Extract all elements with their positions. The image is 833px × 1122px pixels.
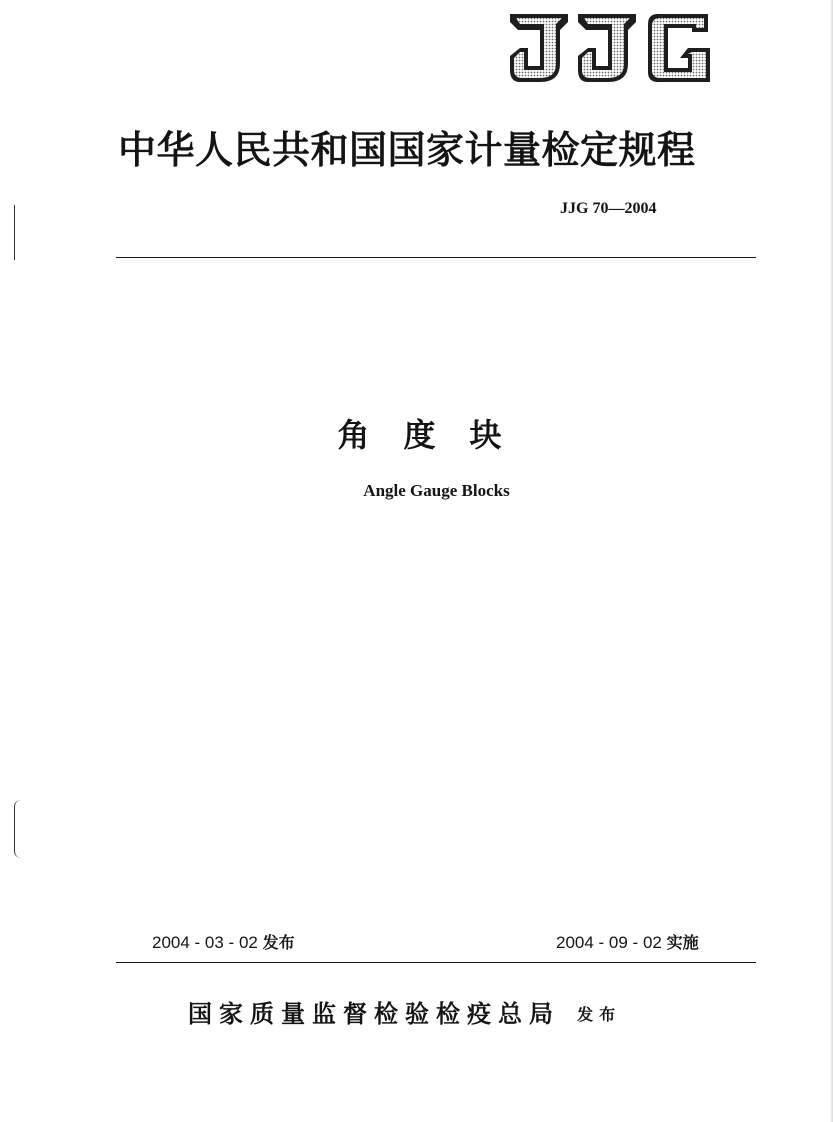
binding-mark-bottom: [14, 800, 21, 858]
implementation-date-label: 实施: [666, 933, 699, 952]
issue-date-label: 发布: [262, 933, 295, 952]
publisher-verb: 发布: [577, 1005, 622, 1024]
logo-letter-j1: [510, 14, 568, 82]
jjg-logo: [506, 8, 714, 88]
logo-letter-g: [648, 14, 710, 82]
document-title-english: Angle Gauge Blocks: [363, 481, 510, 500]
document-title-chinese: 角度块: [337, 416, 536, 454]
header-divider: [116, 257, 756, 258]
issue-date: [152, 930, 295, 953]
logo-letter-j2: [578, 14, 636, 82]
footer-divider: [116, 962, 756, 963]
publisher-name: 国家质量监督检验检疫总局: [188, 999, 560, 1028]
regulation-series-title: 中华人民共和国国家计量检定规程: [118, 127, 696, 172]
implementation-date: [556, 930, 699, 953]
publisher-line: [188, 994, 621, 1029]
binding-mark-top: [14, 205, 21, 260]
document-code: JJG 70—2004: [560, 200, 657, 217]
issue-date-value: 2004 - 03 - 02: [152, 933, 258, 952]
implementation-date-value: 2004 - 09 - 02: [556, 933, 662, 952]
